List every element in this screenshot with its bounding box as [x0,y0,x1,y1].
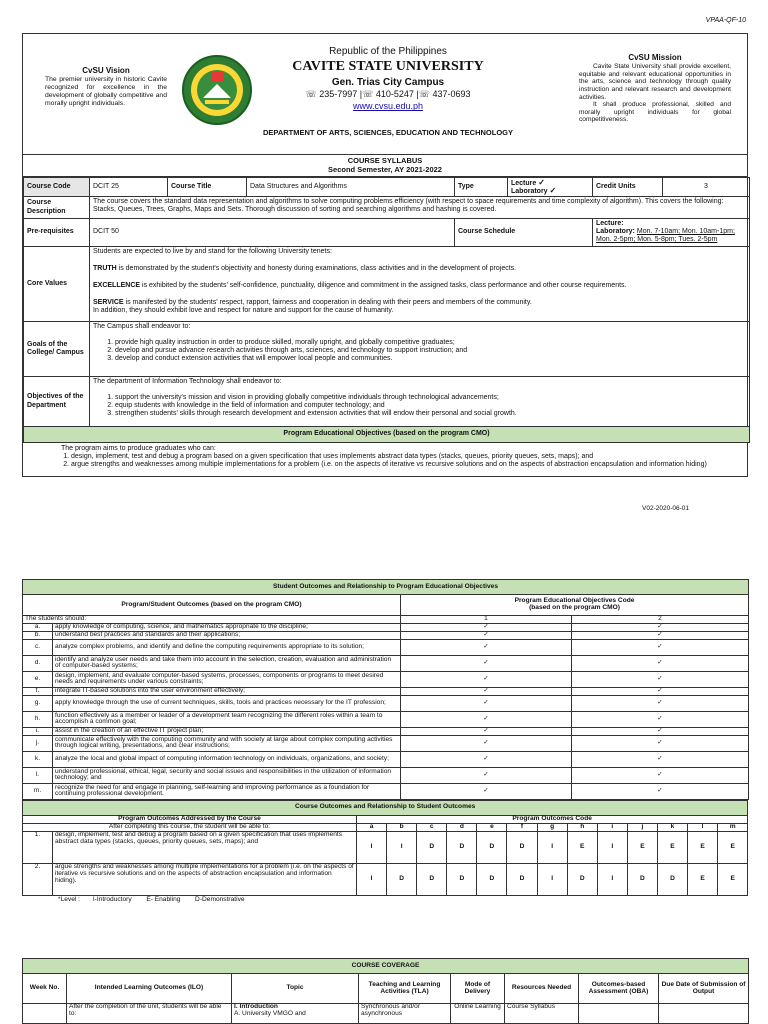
check-icon: ✓ [572,727,749,735]
check-icon: ✓ [572,623,749,631]
peo-code-1: 1 [401,616,572,624]
type-laboratory: Laboratory [511,188,548,195]
so-text: recognize the need for and engage in planning, self-learning and improving performance as a foundation for continuing professional development. [53,783,401,799]
goal-item: 2. develop and pursue advance research activities through arts, sciences, and technology to support instruction; and [115,347,746,355]
course-description: The course covers the standard data representation and algorithms to solve computing problems efficiency (with respect to space requirements and time complexity of algorithm). This covers the following: Stacks, Queues, Trees, Graphs, Maps and Sets. Thorough discussion of sorting and searching algorithms and hashing is covered. [90,197,750,219]
syllabus-heading [23,155,747,177]
so-row [23,671,749,687]
check-icon: ✓ [572,631,749,639]
check-icon: ✓ [549,186,557,195]
credit-units-label: Credit Units [593,178,663,197]
objective-item: 2. equip students with knowledge in the field of information and computer technology; and [115,402,746,410]
so-col2-header-line1: Program Educational Objectives Code [514,597,635,605]
so-letter: b. [23,631,53,639]
so-letter: f. [23,687,53,695]
outcome-letter: d [447,823,477,831]
republic-line: Republic of the Philippines [329,46,447,57]
check-icon: ✓ [401,751,572,767]
so-col2-header [401,595,749,616]
so-text: apply knowledge of computing, science, and mathematics appropriate to the discipline; [53,623,401,631]
check-icon: ✓ [572,687,749,695]
so-row [23,655,749,671]
so-title: Student Outcomes and Relationship to Program Educational Objectives [23,580,749,595]
outcome-letter: e [477,823,507,831]
so-letter: a. [23,623,53,631]
check-icon: ✓ [401,735,572,751]
truth-label: TRUTH [93,265,117,273]
peo-block [23,443,747,469]
check-icon: ✓ [572,735,749,751]
check-icon: ✓ [401,631,572,639]
course-outcomes-table [22,800,748,896]
core-values [90,247,750,322]
form-code: VPAA-QF-10 [705,17,746,24]
so-text: understand professional, ethical, legal, security and social issues and responsibilities in the utilization of information technology; and [53,767,401,783]
so-row [23,711,749,727]
co-row [23,863,748,895]
mission-block [579,53,731,124]
outcome-level: E [657,831,687,863]
outcome-letter: c [417,823,447,831]
so-letter: m. [23,783,53,799]
so-letter: g. [23,695,53,711]
co-number: 1. [23,831,53,863]
outcome-level: I [597,831,627,863]
vision-text: The premier university in historic Cavite recognized for excellence in the development of globally competitive and morally upright individuals. [45,76,167,107]
oba-cell [579,1004,659,1024]
peo-code-2: 2 [572,616,749,624]
so-text: identify and analyze user needs and take them into account in the selection, creation, evaluation and administration of computer-based systems; [53,655,401,671]
resources-cell: Course Syllabus [505,1004,579,1024]
co-col1-header: Program Outcomes Addressed by the Course [23,815,357,823]
so-row [23,767,749,783]
so-letter: j. [23,735,53,751]
objective-item: 1. support the university's mission and vision in providing globally competitive individuals through technological advancements; [115,394,746,402]
outcome-level: D [417,831,447,863]
so-row [23,727,749,735]
course-title-label: Course Title [168,178,247,197]
outcome-letter: f [507,823,537,831]
check-icon: ✓ [401,655,572,671]
check-icon: ✓ [401,695,572,711]
check-icon: ✓ [538,178,545,187]
topic-line-1: I. Introduction [234,1003,278,1010]
co-text: design, implement, test and debug a program based on a given specification that uses implements abstract data types (stacks, queues, priority queues, sets, maps); and [53,831,357,863]
level-legend: *Level : I-Introductory E- Enabling D-Demonstrative [58,895,245,903]
outcome-level: D [447,863,477,895]
goal-item: 3. develop and conduct extension activities that will empower local people and communities. [115,355,746,363]
outcome-letter: b [387,823,417,831]
lab-schedule: Mon. 7-10am; Mon. 10am-1pm; Mon. 2-5pm; Mon. 5-8pm; Tues. 2-5pm [596,228,735,244]
outcome-level: I [597,863,627,895]
service-text-2: In addition, they should exhibit love and respect for nature and support for the cause of humanity. [93,307,394,315]
outcome-level: D [417,863,447,895]
so-text: analyze complex problems, and identify and define the computing requirements appropriate to its solution; [53,639,401,655]
letterhead-center [238,46,538,137]
objectives-intro: The department of Information Technology shall endeavor to: [93,378,282,385]
outcome-letter: g [537,823,567,831]
so-letter: h. [23,711,53,727]
coverage-header: Intended Learning Outcomes (ILO) [67,974,232,1004]
so-row [23,695,749,711]
so-text: integrate IT-based solutions into the user environment effectively; [53,687,401,695]
lab-schedule-label: Laboratory: [596,228,635,236]
due-date-cell [659,1004,749,1024]
campus-name: Gen. Trias City Campus [331,76,445,88]
excellence-text: is exhibited by the students' self-confidence, punctuality, diligence and commitment in the assigned tasks, class performance and other course requirements. [140,282,627,290]
outcome-level: I [357,831,387,863]
check-icon: ✓ [401,623,572,631]
co-col1-subheader: After completing this course, the student will be able to: [23,823,357,831]
credit-units: 3 [663,178,750,197]
version-code: V02-2020-06-01 [642,505,689,512]
check-icon: ✓ [401,767,572,783]
coverage-header: Topic [232,974,359,1004]
outcome-level: I [537,831,567,863]
outcome-level: D [627,863,657,895]
outcome-letter: k [657,823,687,831]
check-icon: ✓ [572,783,749,799]
so-text: function effectively as a member or leader of a development team recognizing the different roles within a team to accomplish a common goal; [53,711,401,727]
so-row [23,751,749,767]
so-letter: d. [23,655,53,671]
course-code: DCIT 25 [90,178,168,197]
mission-title: CvSU Mission [628,53,682,62]
outcome-level: I [387,831,417,863]
week-cell [23,1004,67,1024]
so-letter: i. [23,727,53,735]
so-text: analyze the local and global impact of computing information technology on individuals, organizations, and society; [53,751,401,767]
so-row [23,631,749,639]
co-row [23,831,748,863]
check-icon: ✓ [572,711,749,727]
syllabus-semester: Second Semester, AY 2021-2022 [328,164,442,174]
check-icon: ✓ [401,711,572,727]
so-text: communicate effectively with the computing community and with society at large about complex computing activities through logical writing, presentations, and clear instructions; [53,735,401,751]
outcome-letter: m [718,823,748,831]
so-row [23,735,749,751]
course-description-label: Course Description [24,197,90,219]
course-title: Data Structures and Algorithms [247,178,455,197]
mission-text-2: It shall produce professional, skilled and morally upright individuals for global competitiveness. [579,101,731,124]
course-code-label: Course Code [24,178,90,197]
co-title: Course Outcomes and Relationship to Student Outcomes [23,800,748,815]
service-label: SERVICE [93,299,124,307]
coverage-header: Resources Needed [505,974,579,1004]
outcome-level: D [447,831,477,863]
topic-line-2: A. University VMGO and [234,1009,306,1017]
so-row [23,783,749,799]
outcome-level: D [507,831,537,863]
vision-block [45,66,167,107]
outcome-level: E [688,863,718,895]
vision-title: CvSU Vision [82,66,130,75]
outcome-level: E [718,831,748,863]
objective-item: 3. strengthen students' skills through research development and extension activities that will endow their personal and social growth. [115,410,746,418]
student-outcomes-table [22,579,749,800]
so-col2-header-line2: (based on the program CMO) [529,604,620,611]
outcome-level: D [387,863,417,895]
prerequisites: DCIT 50 [90,219,455,247]
check-icon: ✓ [401,783,572,799]
outcome-level: D [507,863,537,895]
excellence-label: EXCELLENCE [93,282,141,290]
ilo-cell: After the completion of the unit, students will be able to: [67,1004,232,1024]
outcome-letter: h [567,823,597,831]
so-intro: The students should: [23,616,401,624]
outcome-letter: i [597,823,627,831]
so-letter: c. [23,639,53,655]
check-icon: ✓ [572,671,749,687]
goal-item: 1. provide high quality instruction in order to produce skilled, morally upright, and globally competitive graduates; [115,339,746,347]
so-text: apply knowledge through the use of current techniques, skills, tools and practices necessary for the IT profession; [53,695,401,711]
objectives-label: Objectives of the Department [24,377,90,427]
peo-item: 1. design, implement, test and debug a program based on a given specification that uses implements abstract data types (stacks, queues, priority queues, sets, maps); and [71,453,747,461]
outcome-level: D [657,863,687,895]
outcome-level: D [477,863,507,895]
co-text: argue strengths and weaknesses among multiple implementations for a problem (i.e. on the aspects of iterative vs recursive solutions and on the aspects of abstraction encapsulation and information hiding). [53,863,357,895]
lecture-schedule-label: Lecture: [596,220,624,227]
outcome-level: I [357,863,387,895]
check-icon: ✓ [401,727,572,735]
phone-numbers: ☏ 235-7997 |☏ 410-5247 |☏ 437-0693 [305,89,471,100]
co-number: 2. [23,863,53,895]
core-values-intro: Students are expected to live by and stand for the following University tenets: [93,248,332,255]
mode-cell: Online Learning [451,1004,505,1024]
check-icon: ✓ [572,639,749,655]
coverage-header: Due Date of Submission of Output [659,974,749,1004]
check-icon: ✓ [572,751,749,767]
course-coverage-section [22,958,748,1024]
peo-item: 2. argue strengths and weaknesses among multiple implementations for a problem (i.e. on the aspects of iterative vs recursive solutions and on the aspects of abstraction encapsulation and information hiding) [71,461,747,469]
coverage-header: Teaching and Learning Activities (TLA) [359,974,451,1004]
outcome-level: E [627,831,657,863]
so-row [23,639,749,655]
check-icon: ✓ [401,639,572,655]
goals-intro: The Campus shall endeavor to: [93,323,191,330]
tla-cell: Synchronous and/or asynchronous [359,1004,451,1024]
coverage-title: COURSE COVERAGE [23,959,749,974]
so-letter: l. [23,767,53,783]
course-coverage-table [22,958,749,1024]
outcome-level: E [688,831,718,863]
so-text: assist in the creation of an effective IT project plan; [53,727,401,735]
course-schedule-label: Course Schedule [455,219,593,247]
mission-text-1: Cavite State University shall provide excellent, equitable and relevant educational opportunities in the arts, science and technology through quality instruction and relevant research and development activities. [579,63,731,101]
check-icon: ✓ [401,671,572,687]
so-text: understand best practices and standards and their applications; [53,631,401,639]
core-values-label: Core Values [24,247,90,322]
check-icon: ✓ [572,767,749,783]
university-name: CAVITE STATE UNIVERSITY [292,58,484,74]
outcome-level: I [537,863,567,895]
service-text: is manifested by the students' respect, rapport, fairness and cooperation in dealing with their peers and members of the community. [123,299,532,307]
check-icon: ✓ [572,655,749,671]
peo-title: Program Educational Objectives (based on the program CMO) [24,427,750,443]
syllabus-page-1 [22,33,748,477]
type-values [508,178,593,197]
type-label: Type [455,178,508,197]
check-icon: ✓ [401,687,572,695]
so-letter: e. [23,671,53,687]
prerequisites-label: Pre-requisites [24,219,90,247]
outcome-letter: j [627,823,657,831]
topic-cell [232,1004,359,1024]
type-lecture: Lecture [511,180,537,187]
course-schedule [593,219,750,247]
department-name: DEPARTMENT OF ARTS, SCIENCES, EDUCATION AND TECHNOLOGY [262,127,513,137]
syllabus-title: COURSE SYLLABUS [347,156,423,165]
letterhead [23,34,747,155]
website-link[interactable]: www.cvsu.edu.ph [352,101,424,112]
goals [90,322,750,377]
so-col1-header: Program/Student Outcomes (based on the program CMO) [23,595,401,616]
coverage-header: Outcomes-based Assessment (OBA) [579,974,659,1004]
peo-intro: The program aims to produce graduates who can: [61,445,216,452]
so-row [23,687,749,695]
so-text: design, implement, and evaluate computer-based systems, processes, components or programs to meet desired needs and requirements under various constraints; [53,671,401,687]
student-outcomes-section [22,579,748,903]
course-info-table [23,177,750,443]
outcome-level: D [477,831,507,863]
outcome-level: E [567,831,597,863]
so-letter: k. [23,751,53,767]
coverage-header: Mode of Delivery [451,974,505,1004]
check-icon: ✓ [572,695,749,711]
coverage-header: Week No. [23,974,67,1004]
truth-text: is demonstrated by the student's objectivity and honesty during examinations, class activities and in the development of projects. [116,265,517,273]
outcome-letter: l [688,823,718,831]
objectives [90,377,750,427]
goals-label: Goals of the College/ Campus [24,322,90,377]
outcome-level: E [718,863,748,895]
co-col2-header: Program Outcomes Code [357,815,748,823]
outcome-letter: a [357,823,387,831]
outcome-level: D [567,863,597,895]
